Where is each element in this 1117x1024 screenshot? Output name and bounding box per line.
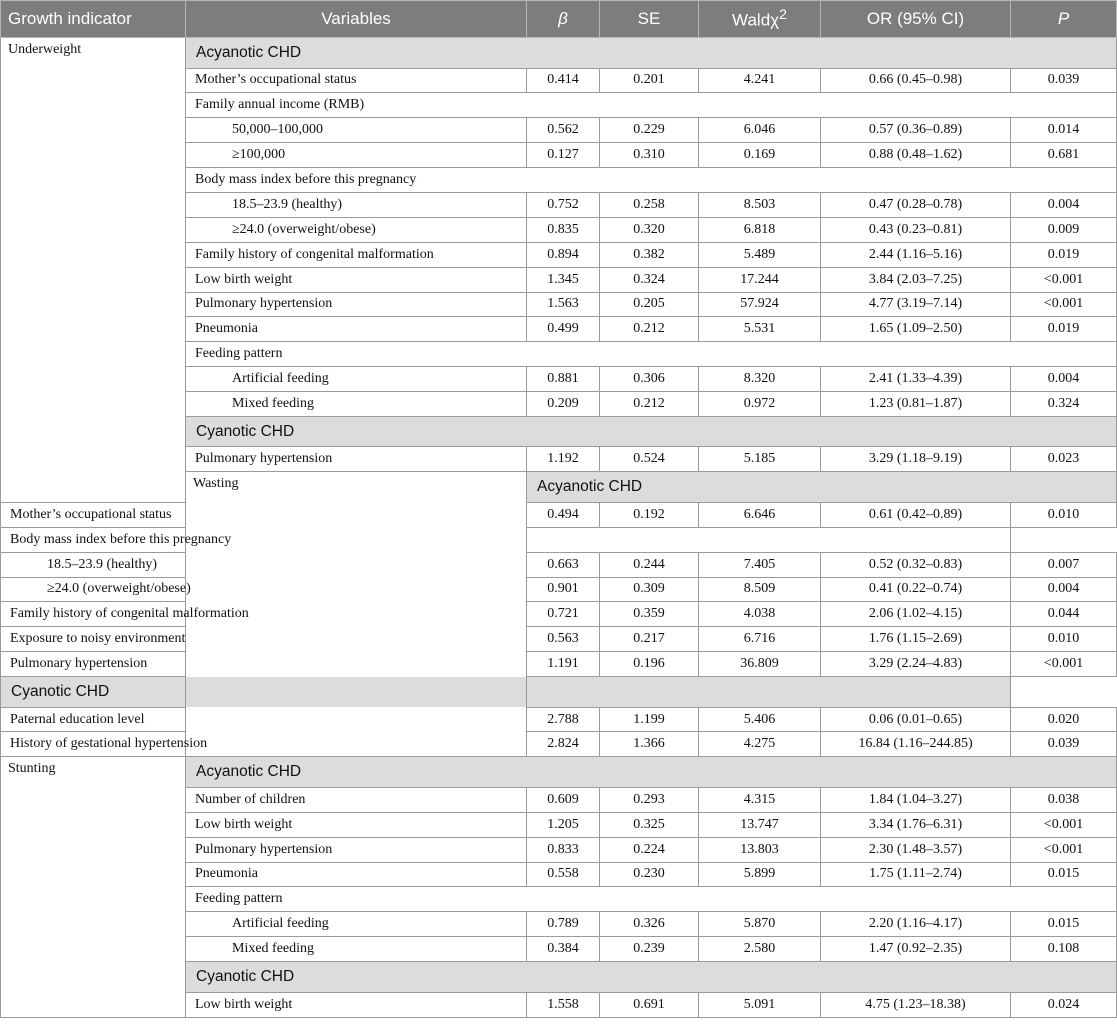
or-cell: 0.41 (0.22–0.74) [821,577,1011,602]
wald-cell: 8.320 [699,367,821,392]
p-cell: 0.010 [1011,627,1117,652]
variable-cell: Pulmonary hypertension [1,652,186,677]
variable-cell: Mother’s occupational status [186,68,527,93]
variable-cell: 18.5–23.9 (healthy) [1,552,186,577]
or-cell: 3.84 (2.03–7.25) [821,267,1011,292]
p-cell: 0.044 [1011,602,1117,627]
or-cell: 4.77 (3.19–7.14) [821,292,1011,317]
variable-cell: Mixed feeding [186,937,527,962]
beta-cell: 2.824 [527,732,600,757]
header-or: OR (95% CI) [821,1,1011,38]
or-cell: 0.06 (0.01–0.65) [821,707,1011,732]
header-wald-label: Waldχ [732,10,780,30]
beta-cell: 1.345 [527,267,600,292]
se-cell: 0.212 [600,317,699,342]
variable-cell: ≥24.0 (overweight/obese) [186,217,527,242]
se-cell: 1.199 [600,707,699,732]
variable-cell: Low birth weight [186,267,527,292]
beta-cell: 0.558 [527,862,600,887]
wald-cell: 6.046 [699,118,821,143]
variable-cell: Artificial feeding [186,912,527,937]
p-cell: 0.004 [1011,577,1117,602]
variable-cell: Pulmonary hypertension [186,447,527,472]
wald-cell: 5.091 [699,992,821,1017]
variable-cell: ≥100,000 [186,143,527,168]
table-row [1,627,1117,652]
wald-cell: 4.241 [699,68,821,93]
p-cell: 0.007 [1011,552,1117,577]
variable-cell: Paternal education level [1,707,186,732]
or-cell: 2.41 (1.33–4.39) [821,367,1011,392]
wald-cell: 2.580 [699,937,821,962]
p-cell: 0.039 [1011,68,1117,93]
or-cell: 1.23 (0.81–1.87) [821,392,1011,417]
p-cell: <0.001 [1011,292,1117,317]
variable-cell: Mother’s occupational status [1,502,186,527]
variable-cell: Low birth weight [186,812,527,837]
or-cell: 0.57 (0.36–0.89) [821,118,1011,143]
or-cell: 4.75 (1.23–18.38) [821,992,1011,1017]
section-acyanotic-chd: Acyanotic CHD [186,757,1117,788]
se-cell: 0.230 [600,862,699,887]
or-cell: 1.47 (0.92–2.35) [821,937,1011,962]
or-cell: 2.44 (1.16–5.16) [821,242,1011,267]
category-label: Family annual income (RMB) [186,93,1117,118]
se-cell: 0.244 [600,552,699,577]
wald-cell: 4.315 [699,787,821,812]
p-cell: 0.019 [1011,242,1117,267]
wald-cell: 5.531 [699,317,821,342]
or-cell: 2.06 (1.02–4.15) [821,602,1011,627]
beta-cell: 0.881 [527,367,600,392]
beta-cell: 1.563 [527,292,600,317]
or-cell: 0.61 (0.42–0.89) [821,502,1011,527]
or-cell: 1.84 (1.04–3.27) [821,787,1011,812]
se-cell: 0.324 [600,267,699,292]
wald-cell: 5.406 [699,707,821,732]
header-se: SE [600,1,699,38]
se-cell: 0.293 [600,787,699,812]
se-cell: 0.201 [600,68,699,93]
se-cell: 0.524 [600,447,699,472]
section-acyanotic-chd: Acyanotic CHD [186,38,1117,69]
variable-cell: ≥24.0 (overweight/obese) [1,577,186,602]
beta-cell: 0.789 [527,912,600,937]
section-cyanotic-chd: Cyanotic CHD [1,677,1011,708]
p-cell: 0.023 [1011,447,1117,472]
group-underweight: Underweight [1,38,186,503]
table-row [1,552,1117,577]
header-wald-superscript: 2 [779,7,787,24]
se-cell: 0.217 [600,627,699,652]
header-wald [699,1,821,38]
beta-cell: 0.127 [527,143,600,168]
se-cell: 0.258 [600,192,699,217]
variable-cell: Artificial feeding [186,367,527,392]
wald-cell: 8.503 [699,192,821,217]
wald-cell: 36.809 [699,652,821,677]
p-cell: 0.010 [1011,502,1117,527]
beta-cell: 1.558 [527,992,600,1017]
se-cell: 0.229 [600,118,699,143]
se-cell: 0.359 [600,602,699,627]
group-stunting: Stunting [1,757,186,1017]
p-cell: 0.024 [1011,992,1117,1017]
beta-cell: 2.788 [527,707,600,732]
or-cell: 0.47 (0.28–0.78) [821,192,1011,217]
se-cell: 0.192 [600,502,699,527]
p-cell: 0.004 [1011,367,1117,392]
beta-cell: 0.752 [527,192,600,217]
beta-cell: 1.205 [527,812,600,837]
se-cell: 0.320 [600,217,699,242]
table-row [1,652,1117,677]
header-growth-indicator: Growth indicator [1,1,186,38]
section-acyanotic-chd: Acyanotic CHD [527,472,1117,503]
beta-cell: 0.563 [527,627,600,652]
table-row [1,527,1117,552]
beta-cell: 0.894 [527,242,600,267]
se-cell: 0.309 [600,577,699,602]
se-cell: 0.306 [600,367,699,392]
or-cell: 0.88 (0.48–1.62) [821,143,1011,168]
p-cell: <0.001 [1011,837,1117,862]
p-cell: 0.009 [1011,217,1117,242]
variable-cell: 50,000–100,000 [186,118,527,143]
variable-cell: Pneumonia [186,862,527,887]
p-cell: 0.681 [1011,143,1117,168]
beta-cell: 0.833 [527,837,600,862]
p-cell: 0.324 [1011,392,1117,417]
wald-cell: 5.870 [699,912,821,937]
table-row [1,502,1117,527]
header-beta: β [527,1,600,38]
beta-cell: 0.721 [527,602,600,627]
se-cell: 0.382 [600,242,699,267]
category-label: Body mass index before this pregnancy [186,168,1117,193]
table-row [1,732,1117,757]
wald-cell: 57.924 [699,292,821,317]
p-cell: 0.014 [1011,118,1117,143]
wald-cell: 5.185 [699,447,821,472]
beta-cell: 1.191 [527,652,600,677]
variable-cell: Number of children [186,787,527,812]
or-cell: 1.76 (1.15–2.69) [821,627,1011,652]
or-cell: 0.66 (0.45–0.98) [821,68,1011,93]
wald-cell: 8.509 [699,577,821,602]
wald-cell: 5.899 [699,862,821,887]
category-label: Feeding pattern [186,887,1117,912]
or-cell: 1.65 (1.09–2.50) [821,317,1011,342]
beta-cell: 0.901 [527,577,600,602]
p-cell: 0.039 [1011,732,1117,757]
wald-cell: 6.818 [699,217,821,242]
wald-cell: 17.244 [699,267,821,292]
wald-cell: 13.803 [699,837,821,862]
header-row [1,1,1117,38]
or-cell: 2.20 (1.16–4.17) [821,912,1011,937]
beta-cell: 0.562 [527,118,600,143]
p-cell: 0.108 [1011,937,1117,962]
wald-cell: 0.972 [699,392,821,417]
wald-cell: 7.405 [699,552,821,577]
beta-cell: 0.499 [527,317,600,342]
wald-cell: 4.038 [699,602,821,627]
table-row [1,577,1117,602]
wald-cell: 13.747 [699,812,821,837]
category-label: Feeding pattern [186,342,1117,367]
beta-cell: 0.835 [527,217,600,242]
p-cell: 0.015 [1011,912,1117,937]
or-cell: 0.52 (0.32–0.83) [821,552,1011,577]
wald-cell: 6.716 [699,627,821,652]
table-row [1,707,1117,732]
beta-cell: 1.192 [527,447,600,472]
variable-cell: Mixed feeding [186,392,527,417]
beta-cell: 0.663 [527,552,600,577]
beta-cell: 0.384 [527,937,600,962]
or-cell: 2.30 (1.48–3.57) [821,837,1011,862]
p-cell: <0.001 [1011,812,1117,837]
se-cell: 0.212 [600,392,699,417]
category-label: Body mass index before this pregnancy [1,527,1011,552]
beta-cell: 0.414 [527,68,600,93]
p-cell: 0.019 [1011,317,1117,342]
or-cell: 1.75 (1.11–2.74) [821,862,1011,887]
p-cell: <0.001 [1011,652,1117,677]
se-cell: 0.239 [600,937,699,962]
se-cell: 0.196 [600,652,699,677]
group-wasting: Wasting [186,472,527,757]
header-variables: Variables [186,1,527,38]
se-cell: 0.205 [600,292,699,317]
wald-cell: 4.275 [699,732,821,757]
variable-cell: Family history of congenital malformation [186,242,527,267]
wald-cell: 5.489 [699,242,821,267]
variable-cell: Pneumonia [186,317,527,342]
beta-cell: 0.494 [527,502,600,527]
or-cell: 0.43 (0.23–0.81) [821,217,1011,242]
se-cell: 1.366 [600,732,699,757]
variable-cell: Low birth weight [186,992,527,1017]
variable-cell: Family history of congenital malformation [1,602,186,627]
variable-cell: Pulmonary hypertension [186,292,527,317]
section-row [1,677,1117,708]
p-cell: 0.004 [1011,192,1117,217]
beta-cell: 0.209 [527,392,600,417]
variable-cell: 18.5–23.9 (healthy) [186,192,527,217]
wald-cell: 6.646 [699,502,821,527]
header-p: P [1011,1,1117,38]
se-cell: 0.325 [600,812,699,837]
or-cell: 16.84 (1.16–244.85) [821,732,1011,757]
section-row [1,757,1117,788]
p-cell: 0.015 [1011,862,1117,887]
or-cell: 3.34 (1.76–6.31) [821,812,1011,837]
variable-cell: Exposure to noisy environment [1,627,186,652]
se-cell: 0.310 [600,143,699,168]
p-cell: 0.020 [1011,707,1117,732]
p-cell: <0.001 [1011,267,1117,292]
variable-cell: History of gestational hypertension [1,732,186,757]
or-cell: 3.29 (1.18–9.19) [821,447,1011,472]
section-cyanotic-chd: Cyanotic CHD [186,962,1117,993]
section-cyanotic-chd: Cyanotic CHD [186,416,1117,447]
se-cell: 0.224 [600,837,699,862]
variable-cell: Pulmonary hypertension [186,837,527,862]
p-cell: 0.038 [1011,787,1117,812]
se-cell: 0.691 [600,992,699,1017]
wald-cell: 0.169 [699,143,821,168]
section-row [1,38,1117,69]
beta-cell: 0.609 [527,787,600,812]
se-cell: 0.326 [600,912,699,937]
table-row [1,602,1117,627]
or-cell: 3.29 (2.24–4.83) [821,652,1011,677]
